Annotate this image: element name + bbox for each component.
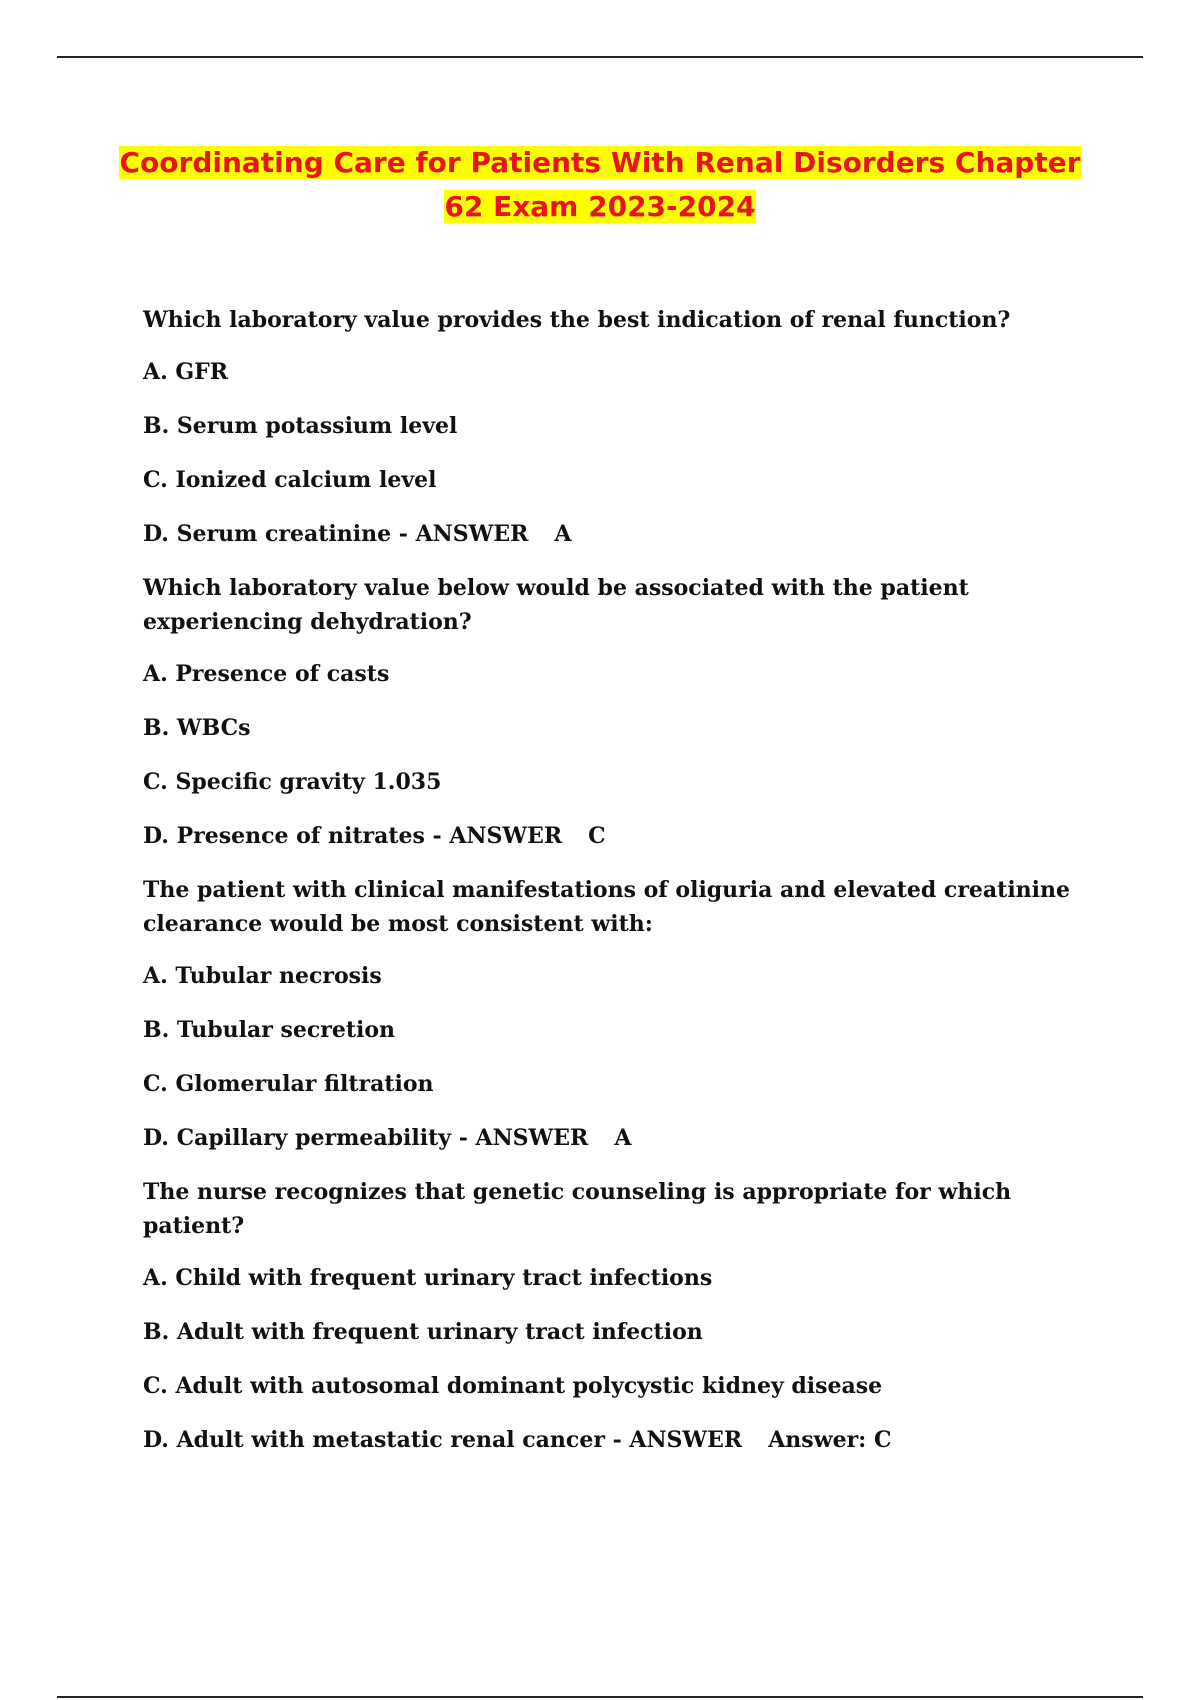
option-b: B. Adult with frequent urinary tract infection: [143, 1319, 703, 1345]
question-text: The patient with clinical manifestations of oliguria and elevated creatinine clearance would be most consistent with:: [143, 877, 1078, 937]
answer-value: A: [614, 1125, 632, 1151]
option-b: B. Serum potassium level: [143, 413, 458, 439]
answer-label: - ANSWER: [612, 1427, 743, 1453]
option-a: A. Child with frequent urinary tract infections: [143, 1265, 713, 1291]
option-c: C. Glomerular filtration: [143, 1071, 434, 1097]
answer-label: - ANSWER: [398, 521, 529, 547]
option-d-with-answer: [143, 819, 1083, 853]
answer-value: A: [554, 521, 572, 547]
question-block: [143, 303, 1083, 551]
option-b: B. WBCs: [143, 715, 251, 741]
question-list: [143, 303, 1083, 1477]
option-d-with-answer: [143, 1121, 1083, 1155]
answer-label: - ANSWER: [432, 823, 563, 849]
question-text: Which laboratory value below would be associated with the patient experiencing dehydration?: [143, 575, 977, 635]
option-d: D. Adult with metastatic renal cancer: [143, 1427, 605, 1453]
option-d: D. Capillary permeability: [143, 1125, 452, 1151]
document-title-line-1: Coordinating Care for Patients With Renal Disorders Chapter: [119, 146, 1081, 179]
answer-value: Answer: C: [768, 1427, 892, 1453]
option-c: C. Specific gravity 1.035: [143, 769, 442, 795]
option-d-with-answer: [143, 517, 1083, 551]
document-title: [100, 141, 1100, 229]
option-c: C. Ionized calcium level: [143, 467, 437, 493]
question-block: [143, 873, 1083, 1155]
option-d: D. Serum creatinine: [143, 521, 392, 547]
option-d: D. Presence of nitrates: [143, 823, 425, 849]
bottom-rule: [57, 1696, 1143, 1698]
answer-value: C: [588, 823, 606, 849]
option-c: C. Adult with autosomal dominant polycystic kidney disease: [143, 1373, 883, 1399]
document-title-line-2: 62 Exam 2023-2024: [444, 190, 756, 223]
option-d-with-answer: [143, 1423, 1083, 1457]
option-a: A. GFR: [143, 359, 229, 385]
option-b: B. Tubular secretion: [143, 1017, 396, 1043]
question-text: The nurse recognizes that genetic counseling is appropriate for which patient?: [143, 1179, 1019, 1239]
option-a: A. Presence of casts: [143, 661, 390, 687]
question-block: [143, 1175, 1083, 1457]
question-block: [143, 571, 1083, 853]
top-rule: [57, 56, 1143, 58]
question-text: Which laboratory value provides the best indication of renal function?: [143, 307, 1011, 333]
answer-label: - ANSWER: [458, 1125, 589, 1151]
option-a: A. Tubular necrosis: [143, 963, 382, 989]
